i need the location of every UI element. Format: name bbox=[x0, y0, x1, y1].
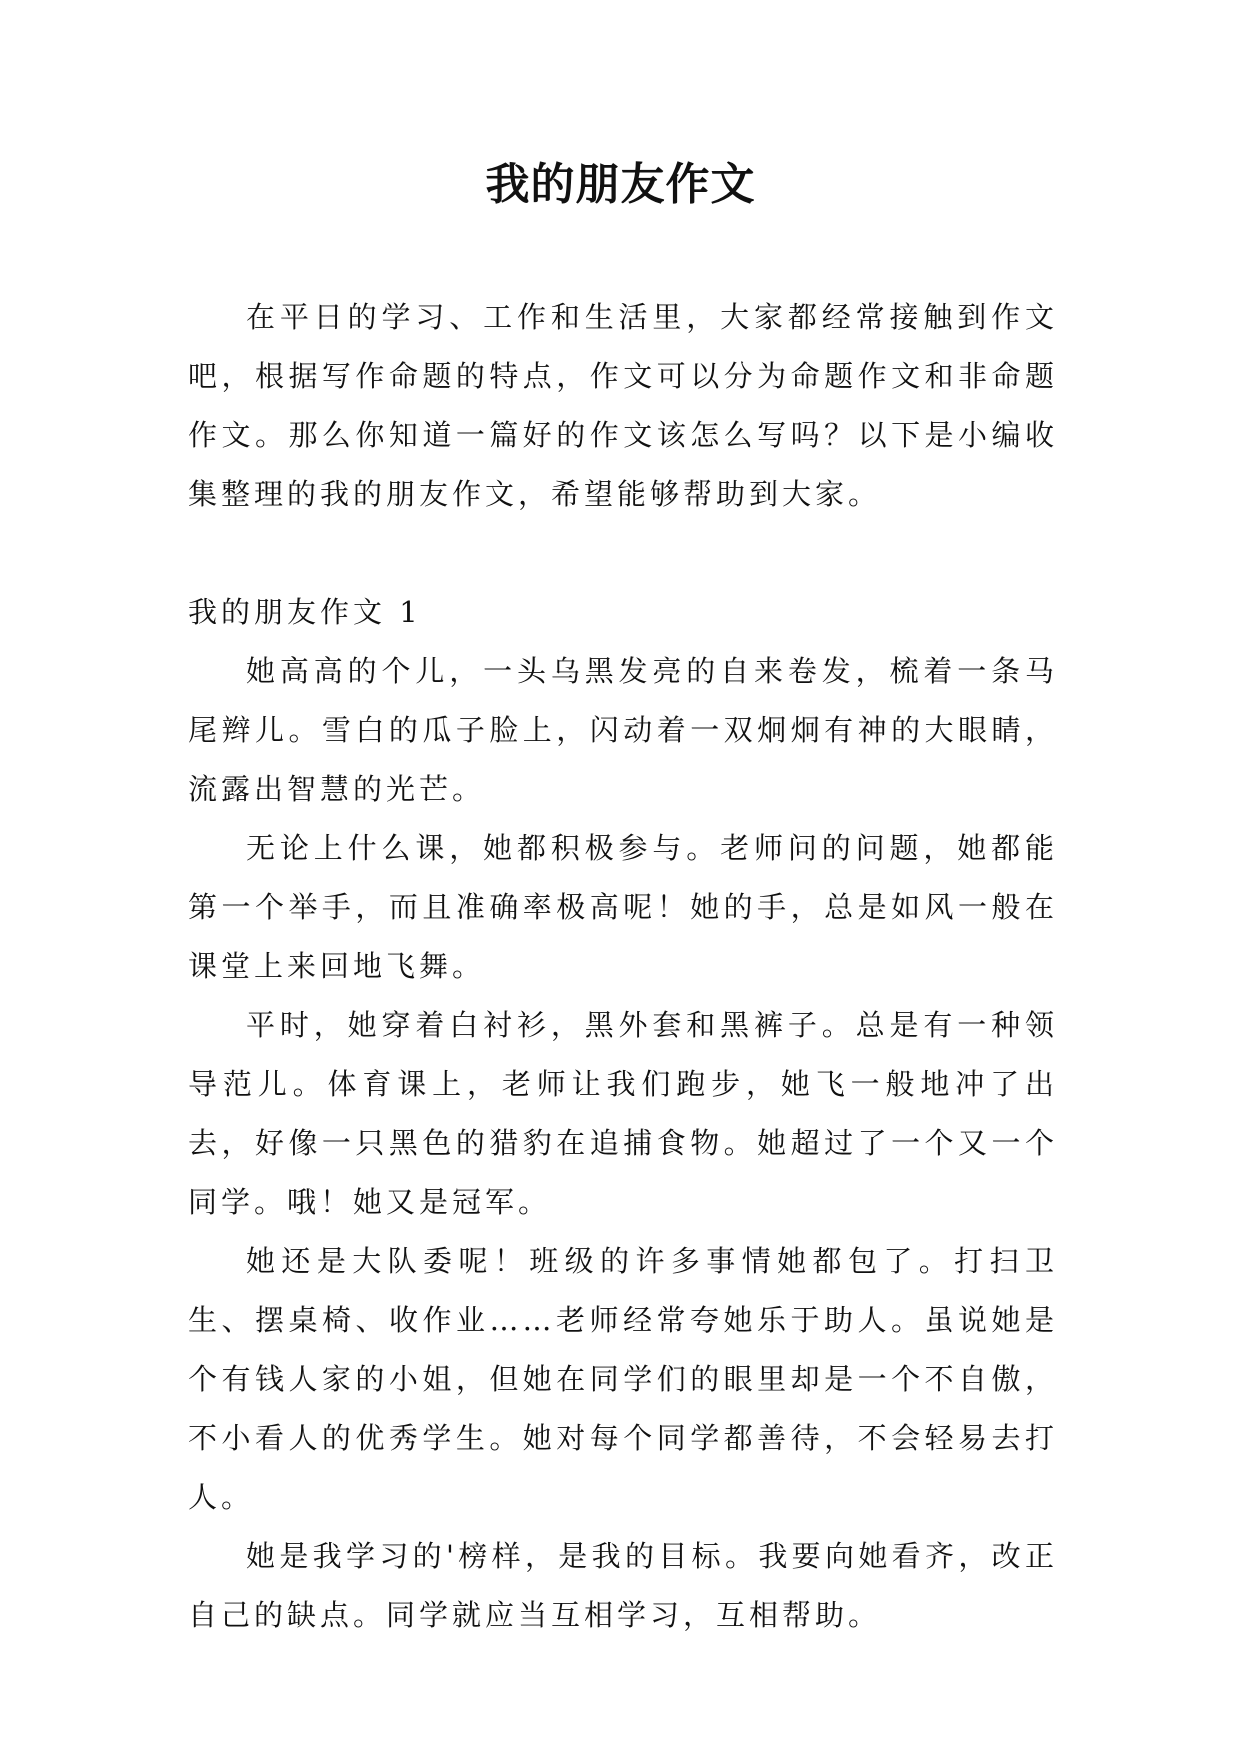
document-title: 我的朋友作文 bbox=[485, 159, 756, 210]
body-paragraph-4: 她还是大队委呢！班级的许多事情她都包了。打扫卫生、摆桌椅、收作业……老师经常夸她乐于助人。虽说她是个有钱人家的小姐，但她在同学们的眼里却是一个不自傲，不小看人的优秀学生。她对每个同学都善待，不会轻易去打人。 bbox=[188, 1244, 1058, 1514]
intro-paragraph: 在平日的学习、工作和生活里，大家都经常接触到作文吧，根据写作命题的特点，作文可以分为命题作文和非命题作文。那么你知道一篇好的作文该怎么写吗？以下是小编收集整理的我的朋友作文，希望能够帮助到大家。 bbox=[188, 300, 1058, 511]
body-paragraph-3: 平时，她穿着白衬衫，黑外套和黑裤子。总是有一种领导范儿。体育课上，老师让我们跑步，她飞一般地冲了出去，好像一只黑色的猎豹在追捕食物。她超过了一个又一个同学。哦！她又是冠军。 bbox=[188, 1008, 1058, 1219]
section-heading: 我的朋友作文 1 bbox=[188, 595, 422, 629]
body-paragraph-1: 她高高的个儿，一头乌黑发亮的自来卷发，梳着一条马尾辫儿。雪白的瓜子脸上，闪动着一双炯炯有神的大眼睛，流露出智慧的光芒。 bbox=[188, 654, 1058, 806]
body-paragraph-5: 她是我学习的'榜样，是我的目标。我要向她看齐，改正自己的缺点。同学就应当互相学习，互相帮助。 bbox=[188, 1539, 1058, 1632]
body-paragraph-2: 无论上什么课，她都积极参与。老师问的问题，她都能第一个举手，而且准确率极高呢！她的手，总是如风一般在课堂上来回地飞舞。 bbox=[188, 831, 1058, 983]
document-body bbox=[188, 288, 1058, 1645]
